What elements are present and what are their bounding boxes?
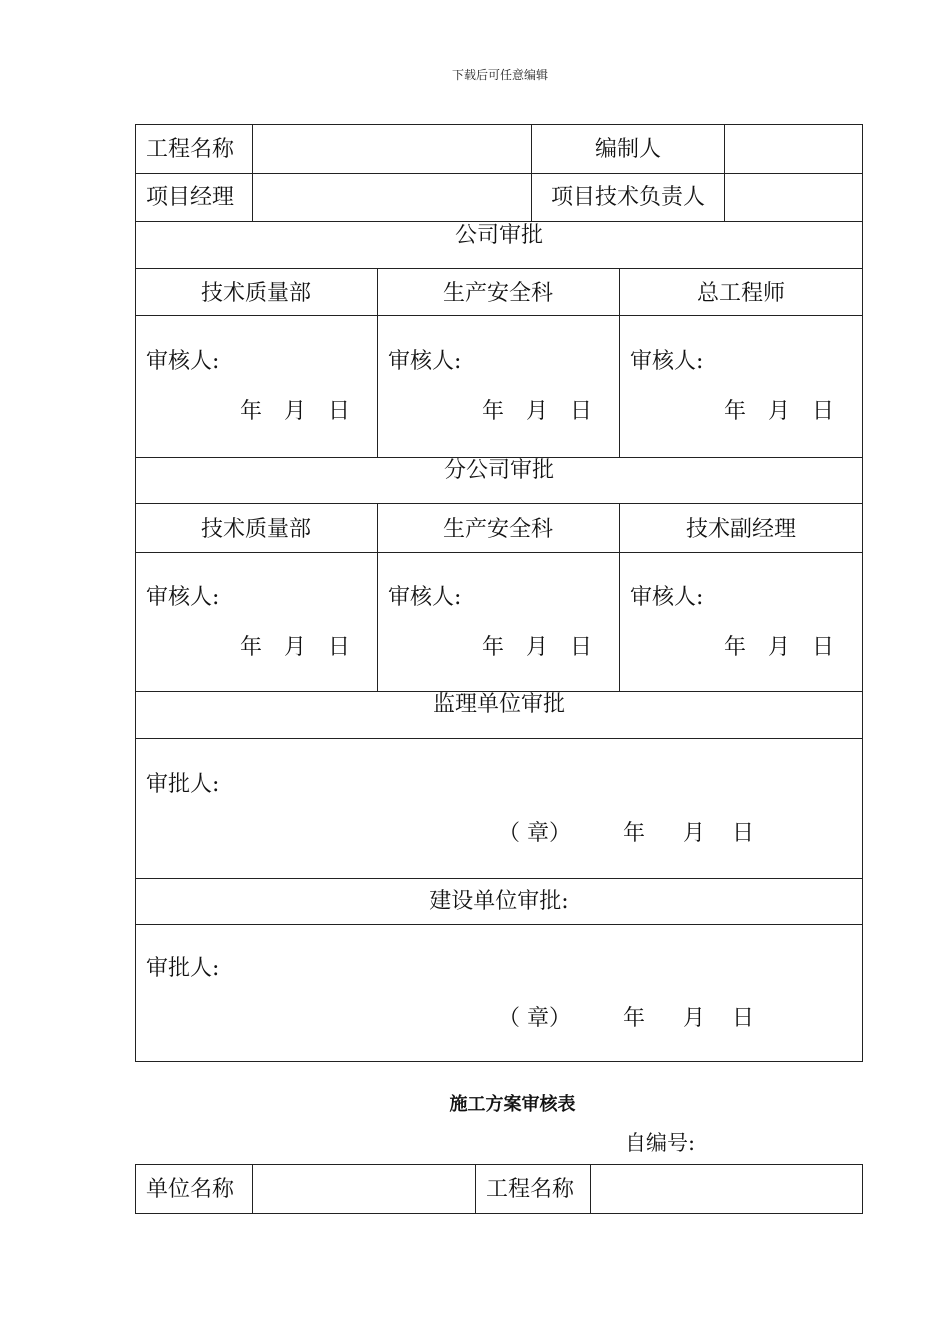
row-divider xyxy=(135,315,863,316)
project-name-label-2: 工程名称 xyxy=(486,1177,575,1202)
seal-text: （ 章） xyxy=(498,821,571,846)
reviewer-label: 审核人: xyxy=(388,585,462,610)
reviewer-label: 审核人: xyxy=(146,585,220,610)
self-number-label: 自编号: xyxy=(625,1131,696,1155)
unit-name-field[interactable] xyxy=(253,1165,474,1213)
project-name-field-2[interactable] xyxy=(591,1165,862,1213)
review-date: 年 月 日 xyxy=(724,635,835,660)
approve-date-year: 年 xyxy=(623,1006,646,1031)
supervision-approval-heading: 监理单位审批 xyxy=(432,692,565,717)
company-dept-tech-quality: 技术质量部 xyxy=(200,281,311,306)
project-manager-field[interactable] xyxy=(253,174,530,220)
company-dept-chief-engineer: 总工程师 xyxy=(696,281,785,306)
tech-lead-label: 项目技术负责人 xyxy=(550,185,705,210)
review-date: 年 月 日 xyxy=(240,399,351,424)
header-note: 下载后可任意编辑 xyxy=(451,68,548,82)
unit-name-label: 单位名称 xyxy=(146,1177,235,1202)
row-divider xyxy=(135,268,863,269)
project-name-label: 工程名称 xyxy=(146,137,235,162)
reviewer-label: 审核人: xyxy=(146,349,220,374)
seal-text: （ 章） xyxy=(498,1006,571,1031)
approve-date-day: 日 xyxy=(732,1006,755,1031)
branch-dept-tech-deputy: 技术副经理 xyxy=(685,517,796,542)
review-date: 年 月 日 xyxy=(482,399,593,424)
row-divider xyxy=(135,924,863,925)
project-name-field[interactable] xyxy=(253,125,530,172)
review-date: 年 月 日 xyxy=(724,399,835,424)
reviewer-label: 审核人: xyxy=(630,585,704,610)
row-divider xyxy=(135,738,863,739)
approver-label: 审批人: xyxy=(146,956,220,981)
company-approval-heading: 公司审批 xyxy=(454,223,543,248)
compiler-label: 编制人 xyxy=(594,137,661,162)
company-dept-production-safety: 生产安全科 xyxy=(442,281,553,306)
row-divider xyxy=(135,552,863,553)
approve-date-month: 月 xyxy=(683,1006,706,1031)
review-date: 年 月 日 xyxy=(240,635,351,660)
approval-form xyxy=(135,124,863,1062)
approver-label: 审批人: xyxy=(146,772,220,797)
approve-date-month: 月 xyxy=(683,821,706,846)
row-divider xyxy=(135,878,863,879)
branch-dept-tech-quality: 技术质量部 xyxy=(200,517,311,542)
reviewer-label: 审核人: xyxy=(630,349,704,374)
review-form-title: 施工方案审核表 xyxy=(449,1094,576,1115)
approve-date-year: 年 xyxy=(623,821,646,846)
branch-approval-heading: 分公司审批 xyxy=(443,458,554,483)
construction-approval-heading: 建设单位审批: xyxy=(429,889,569,914)
compiler-field[interactable] xyxy=(725,125,862,172)
project-manager-label: 项目经理 xyxy=(146,185,235,210)
row-divider xyxy=(135,221,863,222)
approve-date-day: 日 xyxy=(732,821,755,846)
row-divider xyxy=(135,503,863,504)
review-date: 年 月 日 xyxy=(482,635,593,660)
col-divider xyxy=(475,1164,476,1214)
branch-dept-production-safety: 生产安全科 xyxy=(442,517,553,542)
tech-lead-field[interactable] xyxy=(725,174,862,220)
reviewer-label: 审核人: xyxy=(388,349,462,374)
